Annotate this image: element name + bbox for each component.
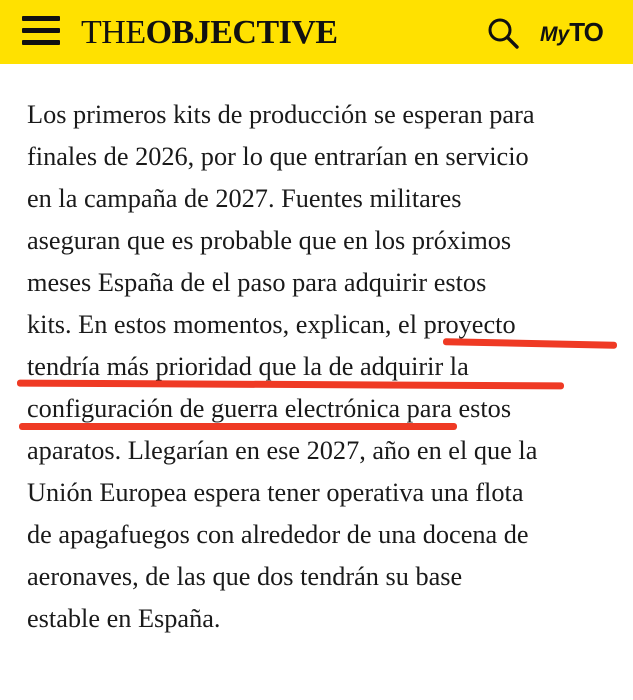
article-body [27, 94, 617, 640]
article-line [27, 178, 617, 220]
myto-my-text: My [540, 23, 570, 46]
article-line [27, 598, 617, 640]
search-icon[interactable] [486, 16, 520, 50]
article-line-text: Los primeros kits de producción se esperan para [27, 100, 535, 129]
article-line [27, 430, 617, 472]
article-line-text: finales de 2026, por lo que entrarían en servicio [27, 142, 529, 171]
highlighted-text: configuración de guerra electrónica [27, 394, 401, 423]
article-line-text: aparatos. Llegarían en ese 2027, año en el que la [27, 436, 538, 465]
menu-icon-bar [22, 40, 60, 45]
menu-icon[interactable] [22, 16, 60, 46]
highlighted-text: tendría más prioridad que la de adquirir la [27, 352, 469, 381]
logo-the: THE [81, 14, 146, 51]
highlighted-text: el proyecto [398, 310, 516, 339]
article-line-text: de apagafuegos con alrededor de una docena de [27, 520, 529, 549]
menu-icon-bar [22, 16, 60, 21]
article-line [27, 136, 617, 178]
article-line-text: Unión Europea espera tener operativa una flota [27, 478, 524, 507]
myto-to-text: TO [569, 17, 603, 47]
article-line-text: kits. En estos momentos, explican, [27, 310, 399, 339]
article-line [27, 472, 617, 514]
article-line [27, 346, 617, 388]
article-line-text: aeronaves, de las que dos tendrán su base [27, 562, 463, 591]
article-line [27, 220, 617, 262]
my-to-button[interactable] [540, 14, 603, 50]
article-line-text: en la campaña de 2027. Fuentes militares [27, 184, 462, 213]
article-line-text: estable en España. [27, 604, 221, 633]
top-header-bar [0, 0, 633, 64]
article-line [27, 388, 617, 430]
article-line [27, 556, 617, 598]
article-line [27, 94, 617, 136]
article-line [27, 304, 617, 346]
article-line-text: meses España de el paso para adquirir estos [27, 268, 487, 297]
article-line [27, 262, 617, 304]
article-line-text: para estos [400, 394, 512, 423]
article-line-text: aseguran que es probable que en los próximos [27, 226, 512, 255]
logo-objective: OBJECTIVE [145, 14, 338, 51]
article-line [27, 514, 617, 556]
red-underline-mark [19, 423, 457, 430]
site-logo[interactable] [81, 13, 338, 53]
menu-icon-bar [22, 28, 60, 33]
